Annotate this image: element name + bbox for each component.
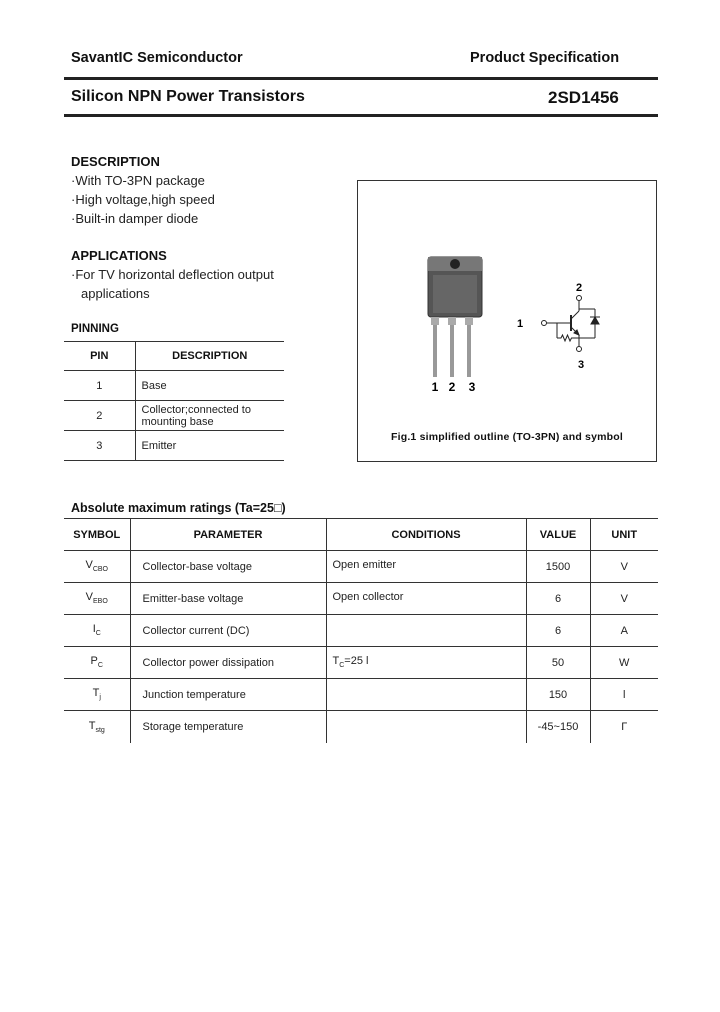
value-header: VALUE [526,519,590,551]
symbol-cell [64,679,130,711]
pin-number: 3 [64,431,135,461]
symbol-subscript: C [95,630,101,638]
table-row [64,711,658,743]
condition-subscript: C [339,662,345,670]
description-item: ·High voltage,high speed [71,192,215,207]
table-row [64,615,658,647]
symbol-letter: V [85,591,94,604]
package-pin-label: 3 [468,380,476,394]
applications-item: ·For TV horizontal deflection output [71,267,274,282]
value-cell: 1500 [526,551,590,583]
symbol-subscript: j [99,694,101,702]
lead-shoulder [448,317,456,325]
conditions-cell [326,711,526,743]
header-rule-top [64,77,658,80]
lead-3 [467,325,471,377]
pinning-table [64,341,284,461]
ratings-table [64,518,658,743]
applications-item: applications [81,286,150,301]
doc-type: Product Specification [470,50,620,66]
pin-number: 1 [64,371,135,401]
lead-shoulder [465,317,473,325]
symbol-pin-base: 1 [516,318,524,330]
product-line: Silicon NPN Power Transistors [71,88,305,105]
table-row [64,371,284,401]
value-cell: -45~150 [526,711,590,743]
unit-cell: V [590,583,658,615]
figure-caption: Fig.1 simplified outline (TO-3PN) and symbol [390,431,624,443]
symbol-letter: T [88,719,96,732]
symbol-header: SYMBOL [64,519,130,551]
package-pin-label: 2 [448,380,456,394]
transistor-symbol [542,296,601,352]
pin-description: Base [135,371,284,401]
symbol-cell [64,551,130,583]
symbol-cell [64,583,130,615]
symbol-letter: V [85,559,93,572]
symbol-subscript: EBO [93,598,108,606]
conditions-cell [326,615,526,647]
package-pin-label: 1 [431,380,439,394]
symbol-letter: I [92,623,96,636]
unit-cell: W [590,647,658,679]
table-row [64,401,284,431]
company-name: SavantIC Semiconductor [71,50,243,66]
table-row [64,679,658,711]
value-cell: 6 [526,583,590,615]
lead-1 [433,325,437,377]
symbol-letter: T [92,687,100,700]
table-row [64,551,658,583]
condition-text: Open emitter [332,559,397,572]
pin-description: Emitter [135,431,284,461]
lead-shoulder [431,317,439,325]
parameter-cell: Collector-base voltage [130,551,326,583]
package-drawing [358,181,658,463]
part-number: 2SD1456 [548,88,619,107]
description-item: ·With TO-3PN package [71,173,205,188]
conditions-header: CONDITIONS [326,519,526,551]
unit-cell: l [590,679,658,711]
pin-description-header: DESCRIPTION [135,342,284,371]
condition-text: Open collector [332,591,404,604]
package-face [433,275,477,313]
parameter-header: PARAMETER [130,519,326,551]
conditions-cell [326,551,526,583]
emitter-terminal [577,347,582,352]
table-row [64,431,284,461]
pin-header: PIN [64,342,135,371]
unit-cell: A [590,615,658,647]
unit-cell: Γ [590,711,658,743]
conditions-cell [326,647,526,679]
symbol-subscript: C [97,662,103,670]
unit-header: UNIT [590,519,658,551]
parameter-cell: Emitter-base voltage [130,583,326,615]
symbol-subscript: CBO [92,566,108,574]
base-terminal [542,321,547,326]
symbol-letter: P [90,655,98,668]
conditions-cell [326,679,526,711]
symbol-cell [64,711,130,743]
collector-terminal [577,296,582,301]
parameter-cell: Collector current (DC) [130,615,326,647]
symbol-subscript: stg [95,726,105,734]
condition-text: T [332,655,340,668]
pin-description: Collector;connected to mounting base [135,401,284,431]
condition-tail: =25 l [344,655,369,668]
value-cell: 50 [526,647,590,679]
symbol-pin-emitter: 3 [577,359,585,371]
value-cell: 150 [526,679,590,711]
table-row [64,583,658,615]
value-cell: 6 [526,615,590,647]
parameter-cell: Collector power dissipation [130,647,326,679]
pinning-title: PINNING [71,323,119,335]
description-item: ·Built-in damper diode [71,211,199,226]
table-row [64,647,658,679]
figure-box [357,180,657,462]
header-rule-bottom [64,114,658,117]
applications-title: APPLICATIONS [71,248,167,263]
conditions-cell [326,583,526,615]
ratings-title: Absolute maximum ratings (Ta=25□) [71,501,286,515]
symbol-pin-collector: 2 [575,282,583,294]
parameter-cell: Storage temperature [130,711,326,743]
parameter-cell: Junction temperature [130,679,326,711]
lead-2 [450,325,454,377]
mounting-hole [450,259,460,269]
unit-cell: V [590,551,658,583]
description-title: DESCRIPTION [71,154,160,169]
symbol-cell [64,615,130,647]
symbol-cell [64,647,130,679]
pin-number: 2 [64,401,135,431]
